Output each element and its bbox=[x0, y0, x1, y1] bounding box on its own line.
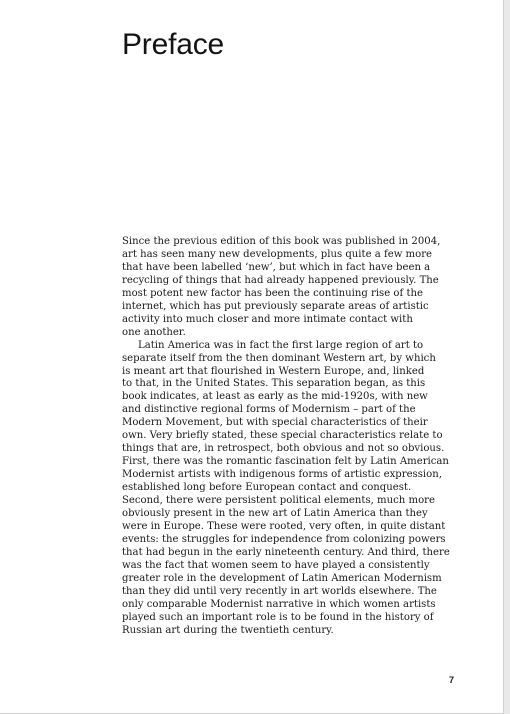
text-line: Russian art during the twentieth century. bbox=[122, 624, 334, 636]
text-line: things that are, in retrospect, both obvious and not so obvious. bbox=[122, 443, 445, 455]
text-line: Modern Movement, but with special characteristics of their bbox=[122, 417, 428, 429]
paragraph bbox=[122, 236, 462, 340]
text-line: book indicates, at least as early as the mid-1920s, with new bbox=[122, 391, 428, 403]
text-line: only comparable Modernist narrative in which women artists bbox=[122, 598, 436, 610]
text-line: greater role in the development of Latin American Modernism bbox=[122, 572, 442, 584]
text-line: obviously present in the new art of Latin America than they bbox=[122, 508, 428, 520]
text-line: Modernist artists with indigenous forms of artistic expression, bbox=[122, 469, 442, 481]
text-line: First, there was the romantic fascination felt by Latin American bbox=[122, 456, 449, 468]
text-line: is meant art that flourished in Western Europe, and, linked bbox=[122, 365, 425, 377]
text-line: own. Very briefly stated, these special characteristics relate to bbox=[122, 430, 443, 442]
text-line: events: the struggles for independence from colonizing powers bbox=[122, 533, 446, 545]
body-text bbox=[122, 236, 462, 638]
text-line: one another. bbox=[122, 326, 186, 338]
text-line: activity into much closer and more intimate contact with bbox=[122, 313, 413, 325]
text-line: Since the previous edition of this book was published in 2004, bbox=[122, 236, 441, 247]
text-line: that had begun in the early nineteenth century. And third, there bbox=[122, 546, 450, 558]
text-line: art has seen many new developments, plus quite a few more bbox=[122, 248, 432, 260]
text-line: than they did until very recently in art worlds elsewhere. The bbox=[122, 585, 437, 597]
text-line: and distinctive regional forms of Modernism – part of the bbox=[122, 404, 416, 416]
text-line: internet, which has put previously separate areas of artistic bbox=[122, 300, 429, 312]
text-line: recycling of things that had already happened previously. The bbox=[122, 274, 439, 286]
text-line: played such an important role is to be found in the history of bbox=[122, 611, 434, 623]
text-line: most potent new factor has been the continuing rise of the bbox=[122, 287, 423, 299]
page-title: Preface bbox=[122, 28, 224, 61]
text-line: to that, in the United States. This separation began, as this bbox=[122, 378, 426, 390]
text-line: Latin America was in fact the first large region of art to bbox=[138, 339, 424, 351]
text-line: Second, there were persistent political elements, much more bbox=[122, 495, 435, 507]
text-line: separate itself from the then dominant Western art, by which bbox=[122, 352, 436, 364]
text-line: was the fact that women seem to have played a consistently bbox=[122, 559, 430, 571]
page-number: 7 bbox=[449, 675, 455, 685]
text-line: that have been labelled ‘new’, but which in fact have been a bbox=[122, 261, 431, 273]
text-line: were in Europe. These were rooted, very often, in quite distant bbox=[122, 520, 446, 532]
paragraph bbox=[122, 340, 462, 638]
text-line: established long before European contact and conquest. bbox=[122, 482, 412, 494]
